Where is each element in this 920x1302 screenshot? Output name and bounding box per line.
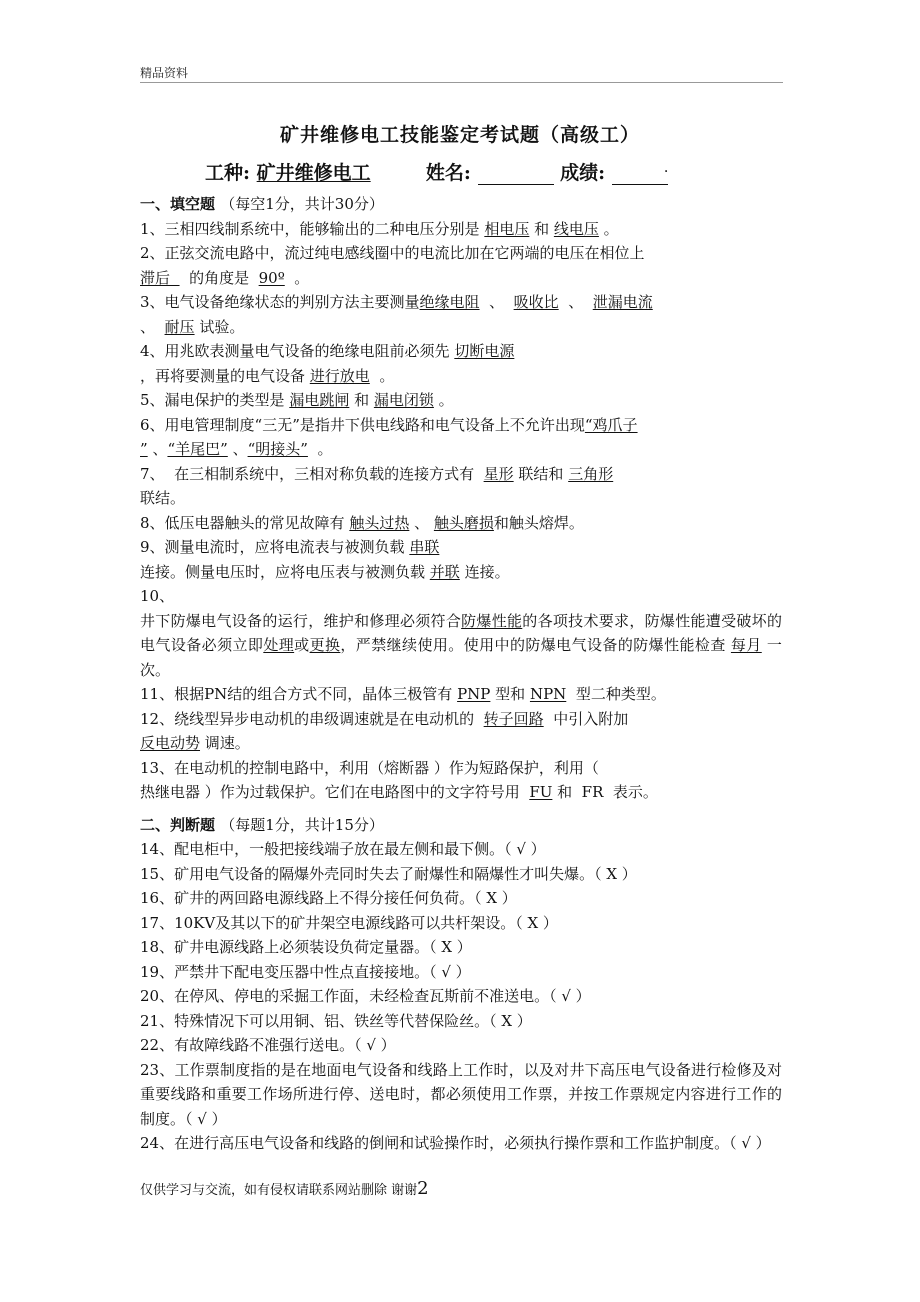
question-4: 4、用兆欧表测量电气设备的绝缘电阻前必须先 切断电源 ，再将要测量的电气设备 进行放电 。 (140, 342, 515, 385)
exam-content (140, 192, 782, 1156)
name-label: 姓名: (425, 162, 471, 184)
question-10: 10、 井下防爆电气设备的运行，维护和修理必须符合防爆性能的各项技术要求，防爆性能遭受破坏的电气设备必须立即处理或更换，严禁继续使用。使用中的防爆电气设备的防爆性能检查 每月 一次。 (140, 587, 782, 679)
header-rule (140, 82, 783, 83)
question-3: 3、电气设备绝缘状态的判别方法主要测量绝缘电阻 、 吸收比 、 泄漏电流 、 耐压 试验。 (140, 293, 653, 336)
question-9: 9、测量电流时，应将电流表与被测负载 串联 连接。侧量电压时，应将电压表与被测负载 并联 连接。 (140, 538, 510, 581)
question-13: 13、在电动机的控制电路中，利用（熔断器 ）作为短路保护，利用（ 热继电器 ）作为过载保护。它们在电路图中的文字符号用 FU 和 FR 表示。 (140, 758, 658, 801)
judge-item-23: 23、工作票制度指的是在地面电气设备和线路上工作时，以及对井下高压电气设备进行检修及对重要线路和重要工作场所进行停、送电时，都必须使用工作票，并按工作票规定内容进行工作的制度。（ √ ） (140, 1060, 782, 1128)
judge-item: 16、矿井的两回路电源线路上不得分接任何负荷。（ X ） (140, 889, 517, 907)
question-11: 11、根据PN结的组合方式不同，晶体三极管有 PNP 型和 NPN 型二种类型。 (140, 685, 666, 703)
question-2: 2、正弦交流电路中，流过纯电感线圈中的电流比加在它两端的电压在相位上 滞后 的角度是 90º 。 (140, 244, 645, 287)
score-label: 成绩: (560, 162, 606, 184)
section-fill-heading: 一、填空题 （每空1分，共计30分） (140, 195, 384, 213)
judge-item: 20、在停风、停电的采掘工作面，未经检查瓦斯前不准送电。（ √ ） (140, 987, 591, 1005)
header-label: 精品资料 (140, 66, 189, 80)
question-6: 6、用电管理制度“三无”是指井下供电线路和电气设备上不允许出现“鸡爪子 ” 、“羊尾巴” 、“明接头” 。 (140, 415, 638, 458)
question-12: 12、绕线型异步电动机的串级调速就是在电动机的 转子回路 中引入附加 反电动势 调速。 (140, 709, 629, 752)
job-label: 工种: (205, 162, 251, 184)
question-1: 1、三相四线制系统中，能够输出的二种电压分别是 相电压 和 线电压 。 (140, 219, 619, 238)
section-judge-heading: 二、判断题 （每题1分，共计15分） (140, 815, 384, 834)
judge-item-24: 24、在进行高压电气设备和线路的倒闸和试验操作时，必须执行操作票和工作监护制度。（ √ ） (140, 1134, 771, 1152)
name-blank (478, 164, 554, 185)
question-7: 7、 在三相制系统中，三相对称负载的连接方式有 星形 联结和 三角形 联结。 (140, 464, 614, 507)
exam-info-line (205, 158, 668, 185)
judge-item: 22、有故障线路不准强行送电。（ √ ） (140, 1036, 396, 1054)
question-8: 8、低压电器触头的常见故障有 触头过热 、 触头磨损和触头熔焊。 (140, 513, 584, 532)
job-value: 矿井维修电工 (256, 162, 371, 184)
judge-item: 15、矿用电气设备的隔爆外壳同时失去了耐爆性和隔爆性才叫失爆。（ X ） (140, 864, 637, 883)
page-number: 2 (417, 1178, 429, 1199)
page-title: 矿井维修电工技能鉴定考试题（高级工） (279, 124, 640, 146)
score-blank: . (612, 164, 668, 185)
judge-item: 19、严禁井下配电变压器中性点直接接地。（ √ ） (140, 962, 471, 981)
footer-note: 仅供学习与交流，如有侵权请联系网站删除 谢谢2 (140, 1178, 429, 1199)
judge-item: 17、10KV及其以下的矿井架空电源线路可以共杆架设。（ X ） (140, 913, 558, 932)
question-5: 5、漏电保护的类型是 漏电跳闸 和 漏电闭锁 。 (140, 391, 454, 409)
judge-item: 21、特殊情况下可以用铜、铝、铁丝等代替保险丝。（ X ） (140, 1011, 532, 1030)
judge-item: 14、配电柜中，一般把接线端子放在最左侧和最下侧。（ √ ） (140, 840, 546, 858)
judge-item: 18、矿井电源线路上必须装设负荷定量器。（ X ） (140, 938, 472, 956)
